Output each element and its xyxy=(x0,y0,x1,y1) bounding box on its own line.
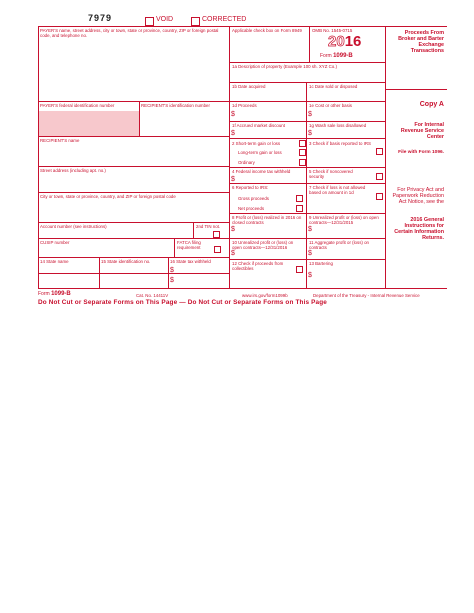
box1d-dollar: $ xyxy=(231,111,235,118)
box10-dollar: $ xyxy=(231,250,235,257)
box7-label: 7 Check if loss is not allowed based on amount in 1d xyxy=(309,185,366,195)
box8-dollar: $ xyxy=(231,226,235,233)
box16-label: 16 State tax withheld xyxy=(170,259,211,264)
city-label: City or town, state or province, country, and ZIP or foreign postal code xyxy=(40,194,176,199)
box13-dollar: $ xyxy=(308,272,312,279)
recipient-name-label: RECIPIENT'S name xyxy=(40,138,80,143)
box11-dollar: $ xyxy=(308,250,312,257)
box10-label: 10 Unrealized profit or (loss) on open contracts—12/31/2016 xyxy=(232,240,294,250)
box2-ordinary-checkbox[interactable] xyxy=(299,159,306,166)
corrected-label: CORRECTED xyxy=(202,16,247,23)
footer-form-number: 1099-B xyxy=(51,291,71,297)
box2-long-label: Long-term gain or loss xyxy=(238,150,282,155)
recipient-id-label: RECIPIENT'S identification number xyxy=(141,103,210,108)
box16b-dollar: $ xyxy=(170,277,174,284)
corrected-checkbox[interactable] xyxy=(191,17,200,26)
box8-label: 8 Profit or (loss) realized in 2016 on closed contracts xyxy=(232,215,302,225)
box13-label: 13 Bartering xyxy=(309,261,333,266)
box12-label: 12 Check if proceeds from collectibles xyxy=(232,261,284,271)
for-irs-label: For Internal Revenue Service Center xyxy=(400,122,444,140)
tax-year-bold: 16 xyxy=(344,33,362,50)
box3-checkbox[interactable] xyxy=(376,148,383,155)
box1f-dollar: $ xyxy=(231,130,235,137)
tax-year xyxy=(328,34,361,50)
fatca-checkbox[interactable] xyxy=(214,246,221,253)
footer-form-name xyxy=(38,291,71,297)
box2-short-checkbox[interactable] xyxy=(299,140,306,147)
privacy-label: For Privacy Act and Paperwork Reduction Act Notice, see the xyxy=(392,187,444,205)
do-not-cut-banner: Do Not Cut or Separate Forms on This Page — Do Not Cut or Separate Forms on This Page xyxy=(38,299,328,306)
fatca-label: FATCA filing requirement xyxy=(177,240,201,250)
form-word-top: Form xyxy=(320,53,332,59)
form-frame xyxy=(38,26,447,288)
irs-url: www.irs.gov/form1099b xyxy=(242,293,288,298)
box9-label: 9 Unrealized profit or (loss) on open contracts—12/31/2015 xyxy=(309,215,379,225)
payer-fed-id-field[interactable] xyxy=(39,111,139,136)
tin-checkbox[interactable] xyxy=(213,231,220,238)
box2-long-checkbox[interactable] xyxy=(299,149,306,156)
box6-label: 6 Reported to IRS: xyxy=(232,185,269,190)
box1e-label: 1e Cost or other basis xyxy=(309,103,352,108)
account-label: Account number (see instructions) xyxy=(40,224,107,229)
box6-net-checkbox[interactable] xyxy=(296,205,303,212)
file-with-label: File with Form 1096. xyxy=(398,150,444,155)
box6-gross-checkbox[interactable] xyxy=(296,195,303,202)
payer-fed-id-label: PAYER'S federal identification number xyxy=(40,103,115,108)
box1e-dollar: $ xyxy=(308,111,312,118)
box5-label: 5 Check if noncovered security xyxy=(309,169,353,179)
form-code: 7979 xyxy=(88,13,113,23)
box12-checkbox[interactable] xyxy=(296,266,303,273)
box3-label: 3 Check if basis reported to IRS xyxy=(309,141,371,146)
tax-year-outline: 20 xyxy=(328,33,345,50)
instructions-label: 2016 General Instructions for Certain Information Returns. xyxy=(394,217,444,241)
box4-label: 4 Federal income tax withheld xyxy=(232,169,291,174)
box2-label: 2 Short-term gain or loss xyxy=(232,141,281,146)
payer-name-label: PAYER'S name, street address, city or town, state or province, country, ZIP or foreign postal code, and telephone no. xyxy=(40,28,219,38)
cat-number: Cat. No. 14411V xyxy=(136,293,169,298)
omb-number: OMB No. 1545-0715 xyxy=(312,28,353,33)
box11-label: 11 Aggregate profit or (loss) on contracts xyxy=(309,240,369,250)
footer-form-word: Form xyxy=(38,291,50,297)
cusip-label: CUSIP number xyxy=(40,240,70,245)
void-label: VOID xyxy=(156,16,174,23)
box14-label: 14 State name xyxy=(40,259,69,264)
box4-dollar: $ xyxy=(231,176,235,183)
applicable-label: Applicable check box on Form 8949 xyxy=(232,28,302,33)
box1b-label: 1b Date acquired xyxy=(232,84,266,89)
box16-dollar: $ xyxy=(170,267,174,274)
box15-label: 15 State identification no. xyxy=(101,259,151,264)
street-label: Street address (including apt. no.) xyxy=(40,168,106,173)
form-title: Proceeds From Broker and Barter Exchange Transactions xyxy=(398,30,444,54)
box1f-label: 1f Accrued market discount xyxy=(232,123,285,128)
copy-a-label: Copy A xyxy=(419,101,444,108)
box5-checkbox[interactable] xyxy=(376,173,383,180)
box6-net-label: Net proceeds xyxy=(238,206,265,211)
box2-ordinary-label: Ordinary xyxy=(238,160,255,165)
form-number-top: 1099-B xyxy=(333,53,353,59)
form-name-top xyxy=(320,53,353,59)
box1d-label: 1d Proceeds xyxy=(232,103,257,108)
box7-checkbox[interactable] xyxy=(376,193,383,200)
box1c-label: 1c Date sold or disposed xyxy=(309,84,358,89)
box1g-dollar: $ xyxy=(308,130,312,137)
department-label: Department of the Treasury - Internal Revenue Service xyxy=(313,293,420,298)
box9-dollar: $ xyxy=(308,226,312,233)
box6-gross-label: Gross proceeds xyxy=(238,196,269,201)
box1g-label: 1g Wash sale loss disallowed xyxy=(309,123,367,128)
tin-label: 2nd TIN not. xyxy=(196,224,221,229)
void-checkbox[interactable] xyxy=(145,17,154,26)
box1a-label: 1a Description of property (Example 100 sh. XYZ Co.) xyxy=(232,64,337,69)
